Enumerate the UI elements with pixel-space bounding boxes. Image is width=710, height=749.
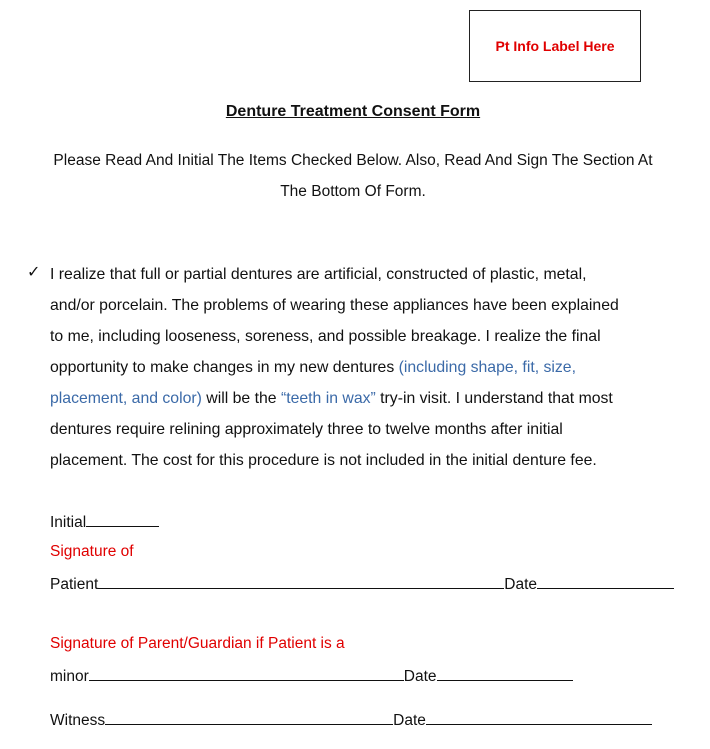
paragraph-text: opportunity to make changes in my new dentures bbox=[50, 359, 399, 376]
guardian-signature-field[interactable] bbox=[89, 666, 404, 681]
patient-signature-field[interactable] bbox=[98, 574, 504, 589]
witness-date-field[interactable] bbox=[426, 710, 652, 725]
paragraph-line bbox=[50, 383, 710, 414]
paragraph-line bbox=[50, 352, 710, 383]
paragraph-line: I realize that full or partial dentures are artificial, constructed of plastic, metal, bbox=[50, 266, 587, 283]
highlight-text: (including shape, fit, size, bbox=[398, 359, 576, 376]
paragraph-text: try-in visit. I understand that most bbox=[375, 390, 613, 407]
date-label: Date bbox=[504, 576, 538, 593]
paragraph-line: and/or porcelain. The problems of wearing these appliances have been explained bbox=[50, 297, 619, 314]
witness-label: Witness bbox=[50, 712, 106, 729]
minor-label: minor bbox=[50, 668, 89, 685]
minor-signature-row bbox=[50, 666, 573, 686]
highlight-text: “teeth in wax” bbox=[280, 390, 376, 407]
patient-label: Patient bbox=[50, 576, 99, 593]
date-label: Date bbox=[403, 668, 437, 685]
patient-signature-row bbox=[50, 574, 674, 594]
paragraph-line: placement. The cost for this procedure is not included in the initial denture fee. bbox=[50, 452, 597, 469]
instructions bbox=[0, 145, 706, 207]
guardian-date-field[interactable] bbox=[437, 666, 573, 681]
highlight-text: placement, and color) bbox=[50, 390, 202, 407]
paragraph-line: dentures require relining approximately three to twelve months after initial bbox=[50, 421, 563, 438]
signature-of-label: Signature of bbox=[50, 543, 134, 560]
initial-field[interactable] bbox=[86, 512, 159, 527]
paragraph-line: to me, including looseness, soreness, and possible breakage. I realize the final bbox=[50, 328, 601, 345]
checkmark-icon: ✓ bbox=[27, 264, 41, 281]
patient-date-field[interactable] bbox=[537, 574, 674, 589]
date-label: Date bbox=[393, 712, 426, 729]
witness-signature-row bbox=[50, 710, 652, 730]
witness-signature-field[interactable] bbox=[105, 710, 393, 725]
instructions-line-2: The Bottom Of Form. bbox=[280, 183, 426, 200]
patient-info-label-box bbox=[469, 10, 641, 82]
paragraph-text: will be the bbox=[201, 390, 281, 407]
form-title: Denture Treatment Consent Form bbox=[225, 103, 481, 120]
patient-info-label-text: Pt Info Label Here bbox=[495, 38, 615, 54]
parent-guardian-label: Signature of Parent/Guardian if Patient is a bbox=[50, 635, 345, 652]
consent-paragraph bbox=[50, 259, 710, 476]
initial-row bbox=[50, 512, 159, 532]
instructions-line-1: Please Read And Initial The Items Checked Below. Also, Read And Sign The Section At bbox=[53, 152, 653, 169]
initial-label: Initial bbox=[50, 514, 87, 531]
